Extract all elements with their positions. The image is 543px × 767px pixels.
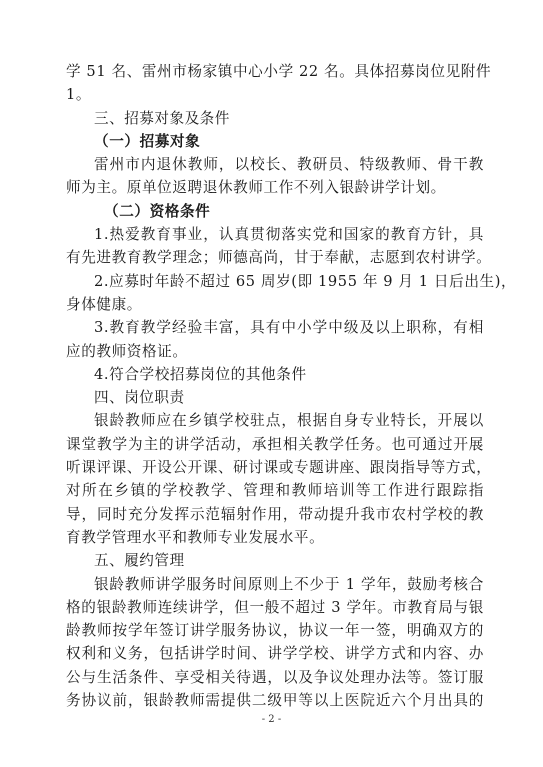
document-body (66, 60, 517, 712)
page-number: - 2 - (261, 714, 282, 725)
text-line: 龄教师按学年签订讲学服务协议，协议一年一签，明确双方的 (66, 622, 484, 640)
text-line: 1。 (66, 86, 92, 104)
text-line: 育教学管理水平和教师专业发展水平。 (66, 528, 325, 546)
text-line: 银龄教师讲学服务时间原则上不少于 1 学年，鼓励考核合 (94, 575, 484, 593)
text-line: 公与生活条件、享受相关待遇，以及争议处理办法等。签订服 (66, 668, 484, 686)
text-line: 雷州市内退休教师，以校长、教研员、特级教师、骨干教 (94, 156, 484, 174)
text-line: 听课评课、开设公开课、研讨课或专题讲座、跟岗指导等方式， (66, 459, 492, 477)
text-line: 应的教师资格证。 (66, 342, 188, 360)
text-line: 格的银龄教师连续讲学，但一般不超过 3 学年。市教育局与银 (66, 598, 484, 616)
text-line: 4.符合学校招募岗位的其他条件 (94, 365, 307, 383)
text-line: 课堂教学为主的讲学活动，承担相关教学任务。也可通过开展 (66, 435, 484, 453)
text-line: 师为主。原单位返聘退休教师工作不列入银龄讲学计划。 (66, 179, 446, 197)
text-line: 身体健康。 (66, 295, 142, 313)
text-line: （二）资格条件 (104, 202, 211, 220)
text-line: 2.应募时年龄不超过 65 周岁(即 1955 年 9 月 1 日后出生)， (94, 272, 517, 290)
text-line: 银龄教师应在乡镇学校驻点，根据自身专业特长，开展以 (94, 412, 484, 430)
text-line: 三、招募对象及条件 (94, 109, 230, 127)
text-line: 导，同时充分发挥示范辐射作用，带动提升我市农村学校的教 (66, 505, 484, 523)
text-line: 对所在乡镇的学校教学、管理和教师培训等工作进行跟踪指 (66, 482, 484, 500)
text-line: 有先进教育教学理念；师德高尚，甘于奉献，志愿到农村讲学。 (66, 249, 492, 267)
text-line: 四、岗位职责 (94, 389, 185, 407)
text-line: 1.热爱教育事业，认真贯彻落实党和国家的教育方针，具 (94, 226, 484, 244)
text-line: 务协议前，银龄教师需提供二级甲等以上医院近六个月出具的 (66, 692, 484, 710)
text-line: （一）招募对象 (94, 132, 201, 150)
text-line: 学 51 名、雷州市杨家镇中心小学 22 名。具体招募岗位见附件 (66, 63, 492, 80)
text-line: 权利和义务，包括讲学时间、讲学学校、讲学方式和内容、办 (66, 645, 484, 663)
text-line: 3.教育教学经验丰富，具有中小学中级及以上职称，有相 (94, 319, 484, 337)
text-line: 五、履约管理 (94, 552, 185, 570)
